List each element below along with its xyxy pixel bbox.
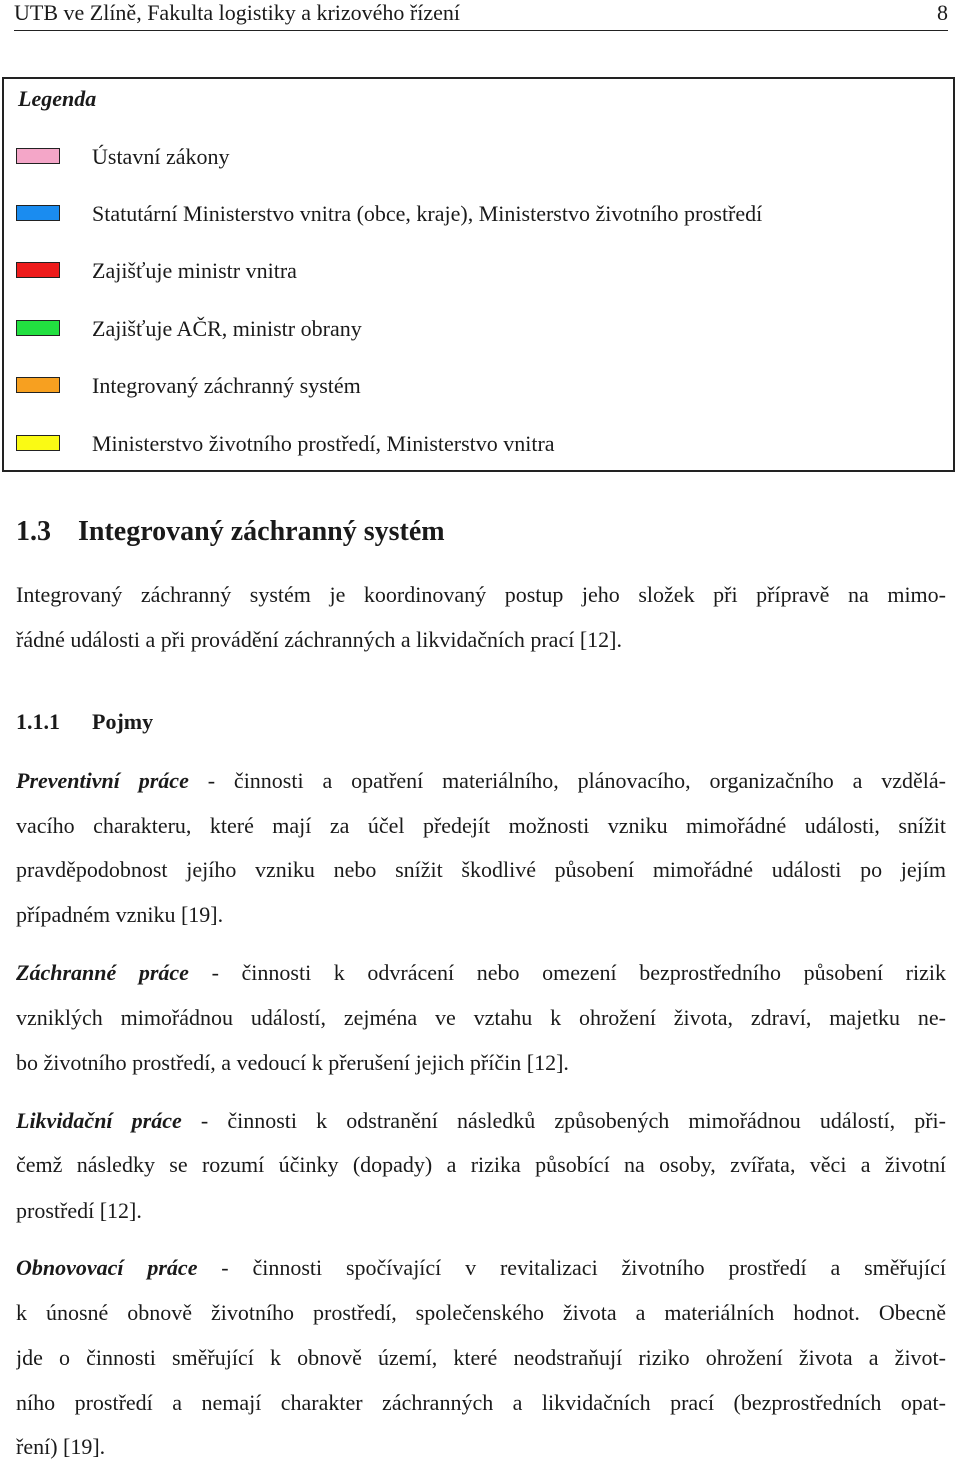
legend-item xyxy=(16,143,936,171)
legend-swatch xyxy=(16,148,60,164)
paragraph-line: čemž následky se rozumí účinky (dopady) a rizika působící na osoby, zvířata, věci a životní xyxy=(16,1152,946,1177)
paragraph-line: jde o činnosti směřující k obnově území, které neodstraňují riziko ohrožení života a život- xyxy=(16,1345,946,1370)
legend-item xyxy=(16,315,936,343)
paragraph-line: prostředí [12]. xyxy=(16,1198,142,1223)
legend-label: Integrovaný záchranný systém xyxy=(92,373,361,398)
paragraph-line: Integrovaný záchranný systém je koordinovaný postup jeho složek při přípravě na mimo- xyxy=(16,582,946,607)
header-title: UTB ve Zlíně, Fakulta logistiky a krizového řízení xyxy=(14,0,461,25)
paragraph-line: k únosné obnově životního prostředí, společenského života a materiálních hodnot. Obecně xyxy=(16,1300,946,1325)
legend-item xyxy=(16,200,936,228)
legend-title: Legenda xyxy=(18,86,97,111)
legend-label: Statutární Ministerstvo vnitra (obce, kraje), Ministerstvo životního prostředí xyxy=(92,201,763,226)
paragraph-line: vzniklých mimořádnou událostí, zejména ve vztahu k ohrožení života, zdraví, majetku ne- xyxy=(16,1005,946,1030)
definition-text: - činnosti spočívající v revitalizaci životního prostředí a směřující xyxy=(197,1255,946,1280)
paragraph-line: řádné události a při provádění záchranných a likvidačních prací [12]. xyxy=(16,627,622,652)
page-number: 8 xyxy=(937,0,948,25)
paragraph-line: vacího charakteru, které mají za účel předejít možnosti vzniku mimořádné události, snížit xyxy=(16,813,946,838)
legend-swatch xyxy=(16,205,60,221)
paragraph-line: případném vzniku [19]. xyxy=(16,902,224,927)
section-heading xyxy=(16,514,445,550)
paragraph-line: ního prostředí a nemají charakter záchranných a likvidačních prací (bezprostředních opat- xyxy=(16,1390,946,1415)
definition-first-line xyxy=(16,958,946,988)
definition-term: Obnovovací práce xyxy=(16,1255,198,1280)
definition-term: Záchranné práce xyxy=(16,960,189,985)
legend-item xyxy=(16,257,936,285)
definition-term: Preventivní práce xyxy=(16,768,189,793)
legend-label: Ústavní zákony xyxy=(92,144,230,169)
definition-text: - činnosti a opatření materiálního, plánovacího, organizačního a vzdělá- xyxy=(188,768,946,793)
legend-swatch xyxy=(16,435,60,451)
definition-text: - činnosti k odstranění následků způsobených mimořádnou událostí, při- xyxy=(181,1108,946,1133)
subsection-heading xyxy=(16,707,153,737)
definition-first-line xyxy=(16,1253,946,1283)
legend-swatch xyxy=(16,262,60,278)
legend-item xyxy=(16,372,936,400)
paragraph-line: pravděpodobnost jejího vzniku nebo snížit škodlivé působení mimořádné události po jejím xyxy=(16,857,946,882)
section-title: Integrovaný záchranný systém xyxy=(78,516,445,547)
subsection-number: 1.1.1 xyxy=(16,709,60,734)
legend-swatch xyxy=(16,320,60,336)
legend-label: Ministerstvo životního prostředí, Ministerstvo vnitra xyxy=(92,431,555,456)
section-number: 1.3 xyxy=(16,516,51,547)
legend-swatch xyxy=(16,377,60,393)
definition-term: Likvidační práce xyxy=(16,1108,182,1133)
subsection-title: Pojmy xyxy=(92,709,154,734)
legend-label: Zajišťuje AČR, ministr obrany xyxy=(92,316,362,341)
definition-text: - činnosti k odvrácení nebo omezení bezprostředního působení rizik xyxy=(188,960,946,985)
legend-box xyxy=(2,77,955,472)
legend-item xyxy=(16,430,936,458)
legend-label: Zajišťuje ministr vnitra xyxy=(92,258,297,283)
paragraph-line: bo životního prostředí, a vedoucí k přerušení jejich příčin [12]. xyxy=(16,1050,569,1075)
definition-first-line xyxy=(16,1106,946,1136)
definition-first-line xyxy=(16,766,946,796)
paragraph-line: ření) [19]. xyxy=(16,1434,106,1459)
page-header xyxy=(14,0,948,31)
